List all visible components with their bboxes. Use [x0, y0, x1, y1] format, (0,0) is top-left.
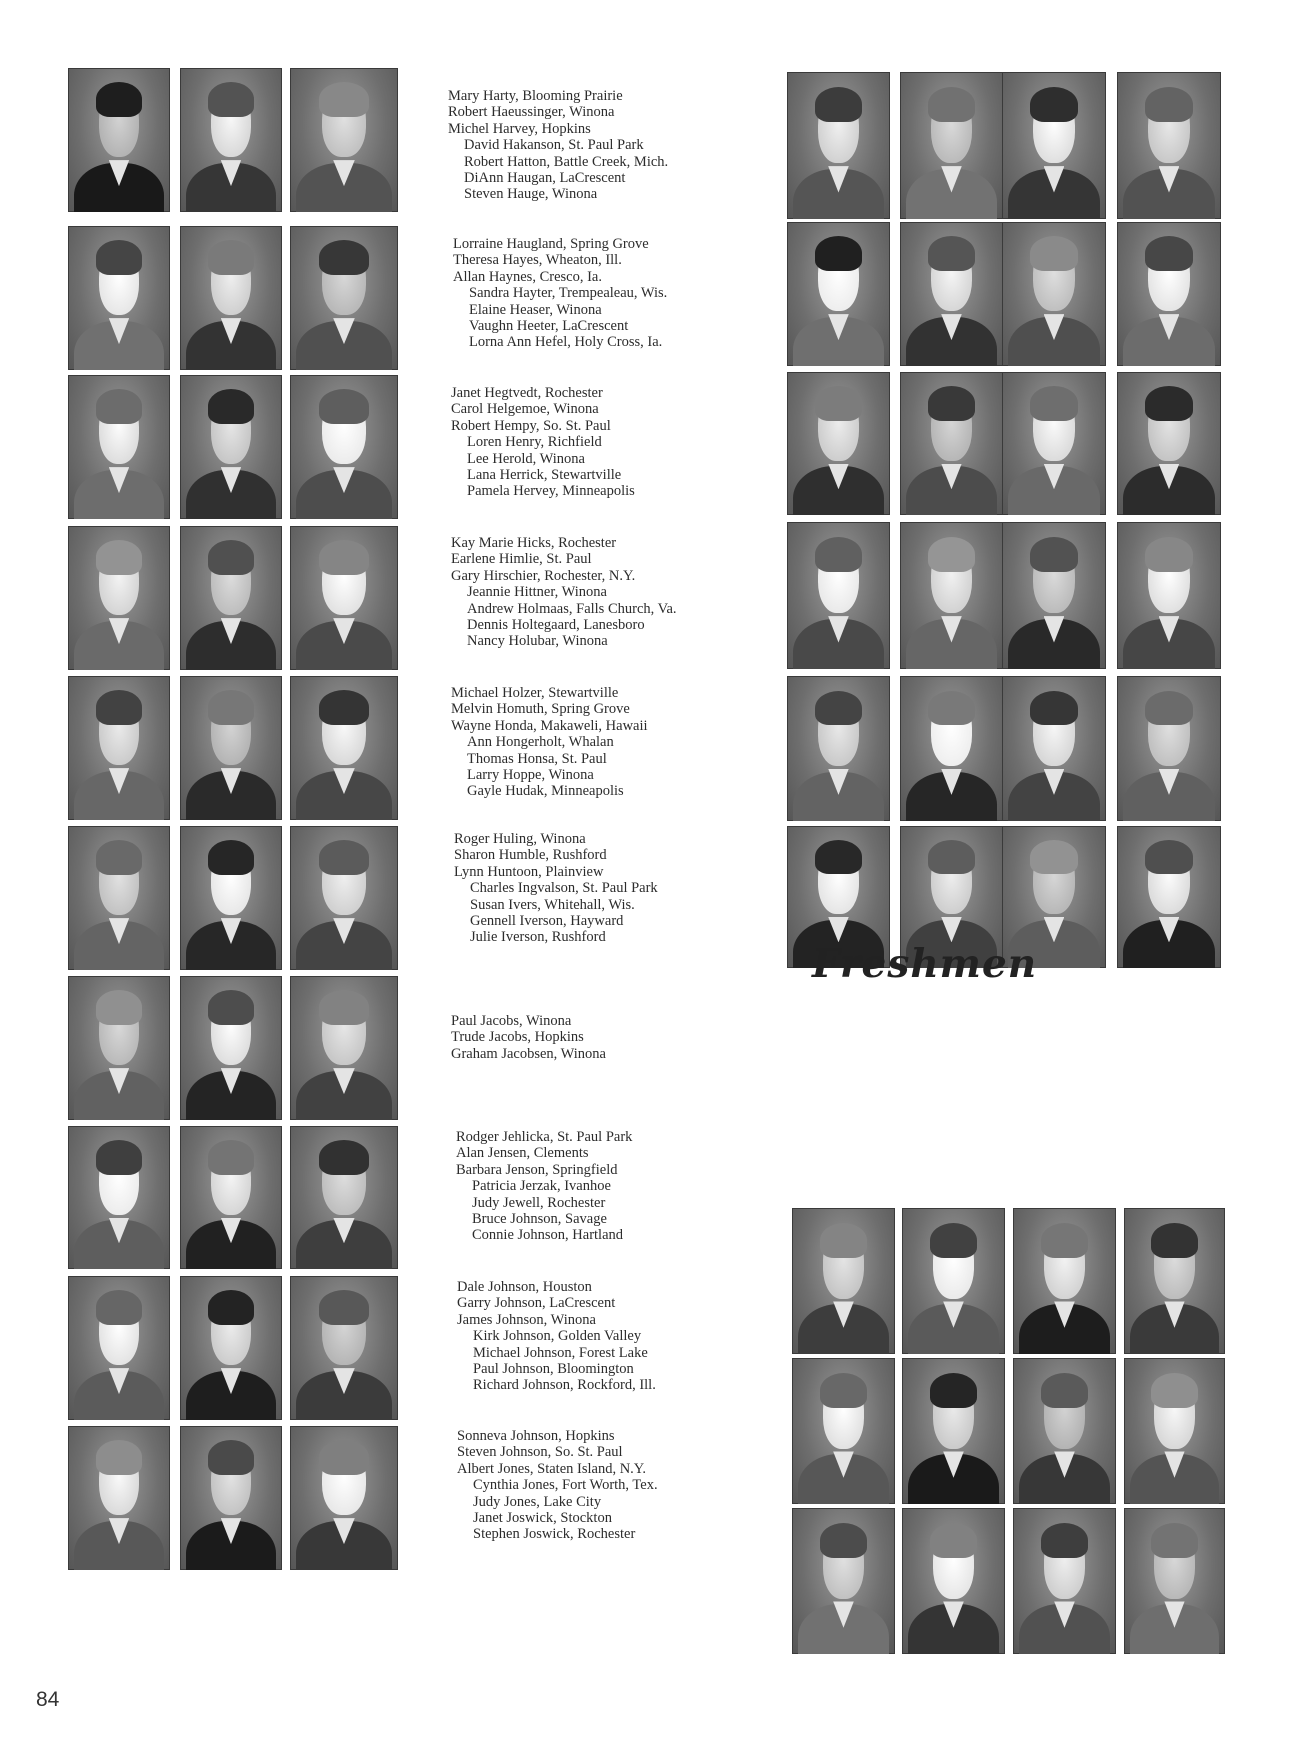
portrait-photo [792, 1208, 895, 1354]
student-name-line: Robert Haeussinger, Winona [448, 104, 615, 121]
portrait-photo [68, 1126, 170, 1269]
student-name-line: Melvin Homuth, Spring Grove [451, 701, 630, 718]
portrait-photo [900, 372, 1003, 515]
student-name-line: Gary Hirschier, Rochester, N.Y. [451, 567, 636, 584]
portrait-photo [787, 72, 890, 219]
name-block [451, 685, 648, 800]
portrait-photo [180, 1276, 282, 1420]
portrait-photo [290, 826, 398, 970]
student-name-line: Judy Jones, Lake City [473, 1493, 602, 1510]
portrait-photo [180, 375, 282, 519]
student-name-line: Dale Johnson, Houston [457, 1279, 592, 1295]
portrait-photo [290, 1126, 398, 1269]
student-name-line: Paul Jacobs, Winona [451, 1013, 572, 1029]
portrait-photo [290, 676, 398, 820]
portrait-photo [787, 676, 890, 821]
name-block [451, 385, 635, 500]
portrait-photo [1002, 676, 1106, 821]
portrait-photo [180, 68, 282, 212]
student-name-line: Richard Johnson, Rockford, Ill. [473, 1377, 656, 1394]
student-name-line: Janet Hegtvedt, Rochester [451, 385, 603, 401]
portrait-photo [68, 1426, 170, 1570]
portrait-photo [290, 1276, 398, 1420]
student-name-line: Barbara Jenson, Springfield [456, 1161, 618, 1178]
portrait-photo [1117, 676, 1221, 821]
student-name-line: Loren Henry, Richfield [467, 434, 602, 451]
portrait-photo [180, 676, 282, 820]
portrait-photo [900, 72, 1003, 219]
student-name-line: Sharon Humble, Rushford [454, 847, 607, 864]
portrait-photo [180, 1426, 282, 1570]
student-name-line: Robert Hempy, So. St. Paul [451, 417, 611, 434]
student-name-line: Robert Hatton, Battle Creek, Mich. [464, 153, 669, 170]
portrait-photo [792, 1508, 895, 1654]
name-block [454, 831, 658, 946]
student-name-line: Graham Jacobsen, Winona [451, 1045, 606, 1062]
name-block [448, 88, 668, 203]
portrait-photo [900, 676, 1003, 821]
name-block [453, 236, 667, 351]
student-name-line: Lorraine Haugland, Spring Grove [453, 236, 649, 252]
portrait-photo [787, 222, 890, 366]
student-name-line: Gennell Iverson, Hayward [470, 913, 624, 930]
student-name-line: Earlene Himlie, St. Paul [451, 551, 592, 568]
student-name-line: Michael Holzer, Stewartville [451, 685, 619, 701]
student-name-line: Alan Jensen, Clements [456, 1145, 589, 1162]
name-block [451, 535, 677, 650]
student-name-line: Thomas Honsa, St. Paul [467, 750, 607, 767]
portrait-photo [1124, 1508, 1225, 1654]
student-name-line: Lee Herold, Winona [467, 450, 585, 467]
student-name-line: Allan Haynes, Cresco, Ia. [453, 268, 602, 285]
portrait-photo [1013, 1508, 1116, 1654]
page-number: 84 [36, 1688, 60, 1711]
portrait-photo [180, 826, 282, 970]
student-name-line: Michael Johnson, Forest Lake [473, 1344, 648, 1361]
portrait-photo [1013, 1358, 1116, 1504]
student-name-line: Larry Hoppe, Winona [467, 767, 594, 784]
student-name-line: Paul Johnson, Bloomington [473, 1361, 634, 1378]
student-name-line: Sandra Hayter, Trempealeau, Wis. [469, 285, 668, 302]
portrait-photo [180, 226, 282, 370]
student-name-line: Michel Harvey, Hopkins [448, 120, 591, 137]
portrait-photo [787, 522, 890, 669]
portrait-photo [68, 976, 170, 1120]
portrait-photo [1117, 72, 1221, 219]
student-name-line: Steven Hauge, Winona [464, 186, 598, 203]
student-name-line: Julie Iverson, Rushford [470, 929, 606, 946]
portrait-photo [68, 375, 170, 519]
student-name-line: Steven Johnson, So. St. Paul [457, 1444, 623, 1461]
student-name-line: Sonneva Johnson, Hopkins [457, 1428, 615, 1444]
portrait-photo [1013, 1208, 1116, 1354]
student-name-line: Lorna Ann Hefel, Holy Cross, Ia. [469, 334, 663, 351]
portrait-photo [792, 1358, 895, 1504]
student-name-line: Nancy Holubar, Winona [467, 633, 608, 650]
student-name-line: Trude Jacobs, Hopkins [451, 1029, 584, 1046]
portrait-photo [180, 526, 282, 670]
student-name-line: Vaughn Heeter, LaCrescent [469, 318, 629, 335]
student-name-line: Charles Ingvalson, St. Paul Park [470, 880, 658, 897]
portrait-photo [290, 226, 398, 370]
portrait-photo [68, 676, 170, 820]
portrait-photo [1117, 372, 1221, 515]
portrait-photo [180, 976, 282, 1120]
student-name-line: Judy Jewell, Rochester [472, 1194, 606, 1211]
student-name-line: Cynthia Jones, Fort Worth, Tex. [473, 1477, 658, 1494]
portrait-photo [902, 1508, 1005, 1654]
portrait-photo [290, 976, 398, 1120]
student-name-line: Theresa Hayes, Wheaton, Ill. [453, 252, 622, 269]
portrait-photo [1117, 522, 1221, 669]
portrait-photo [902, 1208, 1005, 1354]
portrait-photo [900, 522, 1003, 669]
student-name-line: Bruce Johnson, Savage [472, 1211, 607, 1228]
student-name-line: Garry Johnson, LaCrescent [457, 1295, 616, 1312]
student-name-line: Kay Marie Hicks, Rochester [451, 535, 617, 551]
portrait-photo [1002, 222, 1106, 366]
student-name-line: Jeannie Hittner, Winona [467, 584, 607, 601]
student-name-line: Pamela Hervey, Minneapolis [467, 483, 635, 500]
name-block [457, 1428, 658, 1543]
student-name-line: Carol Helgemoe, Winona [451, 401, 599, 418]
student-name-line: Lynn Huntoon, Plainview [454, 863, 604, 880]
portrait-photo [1124, 1358, 1225, 1504]
student-name-line: DiAnn Haugan, LaCrescent [464, 170, 626, 187]
student-name-line: Roger Huling, Winona [454, 831, 586, 847]
portrait-photo [787, 372, 890, 515]
portrait-photo [1117, 826, 1221, 968]
student-name-line: Andrew Holmaas, Falls Church, Va. [467, 600, 677, 617]
portrait-photo [68, 1276, 170, 1420]
student-name-line: Janet Joswick, Stockton [473, 1510, 612, 1527]
student-name-line: Patricia Jerzak, Ivanhoe [472, 1178, 611, 1195]
portrait-photo [290, 375, 398, 519]
portrait-photo [68, 68, 170, 212]
student-name-line: David Hakanson, St. Paul Park [464, 137, 644, 154]
name-block [451, 1013, 606, 1062]
portrait-photo [68, 826, 170, 970]
portrait-photo [902, 1358, 1005, 1504]
portrait-photo [290, 68, 398, 212]
portrait-photo [290, 1426, 398, 1570]
portrait-photo [900, 222, 1003, 366]
portrait-photo [1117, 222, 1221, 366]
student-name-line: James Johnson, Winona [457, 1311, 596, 1328]
portrait-photo [68, 526, 170, 670]
student-name-line: Rodger Jehlicka, St. Paul Park [456, 1129, 633, 1145]
student-name-line: Mary Harty, Blooming Prairie [448, 88, 623, 104]
name-block [456, 1129, 632, 1244]
student-name-line: Connie Johnson, Hartland [472, 1227, 624, 1244]
portrait-photo [1002, 522, 1106, 669]
student-name-line: Kirk Johnson, Golden Valley [473, 1328, 642, 1345]
student-name-line: Gayle Hudak, Minneapolis [467, 783, 624, 800]
student-name-line: Albert Jones, Staten Island, N.Y. [457, 1460, 647, 1477]
portrait-photo [1002, 72, 1106, 219]
student-name-line: Wayne Honda, Makaweli, Hawaii [451, 717, 648, 734]
portrait-photo [1002, 372, 1106, 515]
student-name-line: Stephen Joswick, Rochester [473, 1526, 636, 1543]
name-block [457, 1279, 656, 1394]
portrait-photo [180, 1126, 282, 1269]
portrait-photo [1124, 1208, 1225, 1354]
student-name-line: Lana Herrick, Stewartville [467, 467, 622, 484]
student-name-line: Dennis Holtegaard, Lanesboro [467, 617, 645, 634]
portrait-photo [68, 226, 170, 370]
student-name-line: Susan Ivers, Whitehall, Wis. [470, 896, 635, 913]
section-heading: Freshmen [812, 941, 1038, 987]
portrait-photo [290, 526, 398, 670]
student-name-line: Elaine Heaser, Winona [469, 301, 602, 318]
student-name-line: Ann Hongerholt, Whalan [467, 734, 614, 751]
